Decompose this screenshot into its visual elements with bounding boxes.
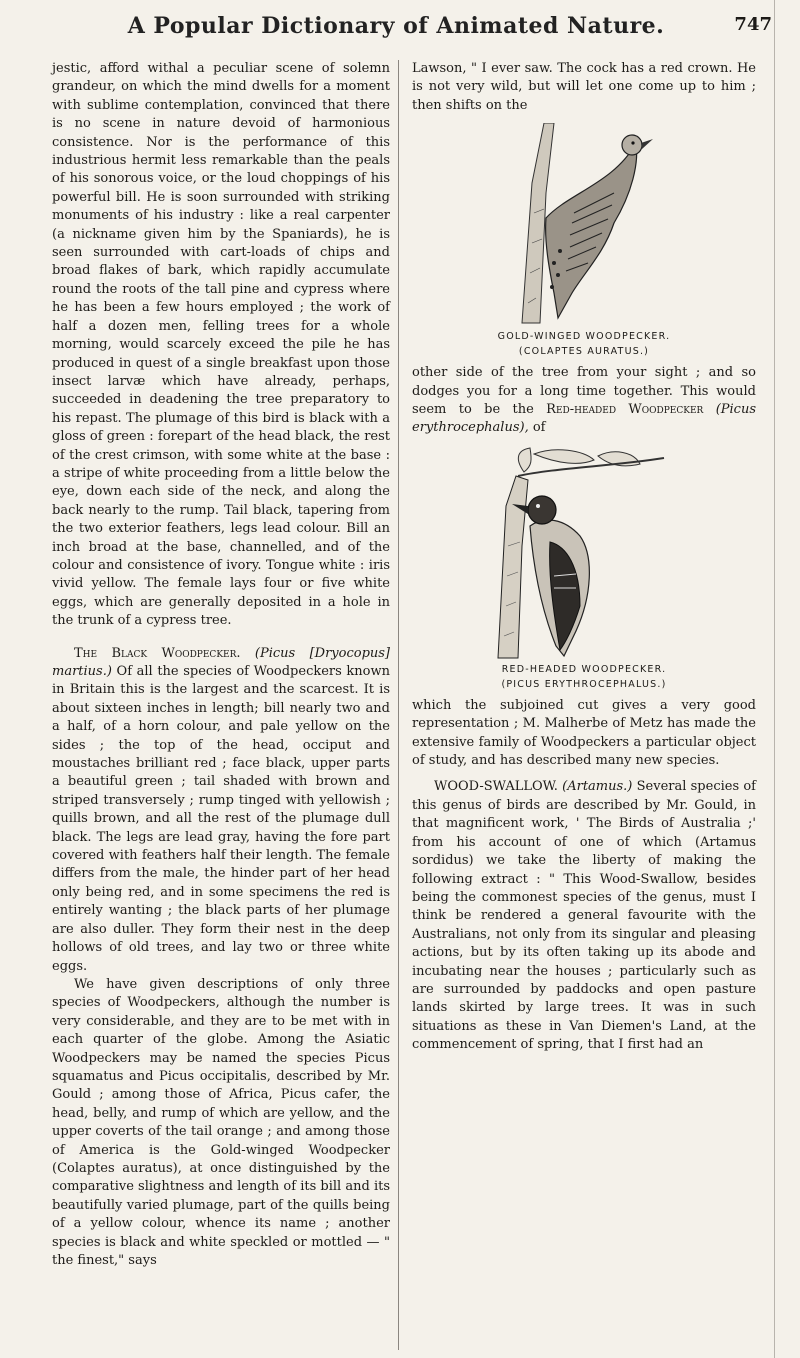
paragraph-text: other side of the tree from your sight ; and so dodges you for a long time together. This would seem to be the: [412, 365, 756, 418]
section-heading-black-woodpecker: The Black Woodpecker.: [74, 645, 241, 661]
figure-gold-winged-woodpecker: [412, 123, 756, 358]
figure-caption-red-headed: RED-HEADED WOODPECKER.: [501, 663, 667, 675]
running-header: [20, 6, 772, 46]
paragraph-wood-swallow: [412, 778, 756, 1054]
page-edge-rule: [774, 0, 775, 1358]
paragraph-black-woodpecker: [52, 645, 390, 976]
figure-caption-red-headed-latin: (PICUS ERYTHROCEPHALUS.): [501, 678, 667, 690]
latin-name: (Artamus.): [562, 779, 633, 795]
right-column: [412, 60, 756, 1055]
header-title: A Popular Dictionary of Animated Nature.: [127, 13, 665, 39]
paragraph-red-headed-intro: [412, 364, 756, 438]
paragraph-ivory-billed-continued: jestic, afford withal a peculiar scene of solemn grandeur, on which the mind dwells for a moment with sublime contemplation, convinced that there is no scene in nature devoid of harmonious consistence. Nor is the performance of this industrious hermit less remarkable than the peals of his sonorous voice, or the loud choppings of his powerful bill. He is soon surrounded with striking monuments of his industry : like a real carpenter (a nickname given him by the Spaniards), he is seen surrounded with cart-loads of chips and broad flakes of bark, which rapidly accumulate round the roots of the tall pine and cypress where he has been a few hours employed ; the work of half a dozen men, felling trees for a whole morning, would scarcely exceed the pile he has produced in quest of a single breakfast upon those insect larvæ which have already, perhaps, succeeded in deadening the tree preparatory to his repast. The plumage of this bird is black with a gloss of green : forepart of the head black, the rest of the crest crimson, with some white at the base : a stripe of white proceeding from a little below the eye, down each side of the neck, and along the back nearly to the rump. Tail black, tapering from the two exterior feathers, legs lead colour. Bill an inch broad at the base, channelled, and of the colour and consistence of ivory. Tongue white : iris vivid yellow. The female lays four or five white eggs, which are generally deposited in a hole in the trunk of a cypress tree.: [52, 61, 390, 629]
latin-name: (Picus [Dryocopus] martius.): [52, 645, 391, 679]
page-number: 747: [734, 14, 772, 35]
column-divider: [398, 60, 399, 1350]
red-headed-woodpecker-illustration: [494, 446, 674, 661]
latin-name: (Picus erythrocephalus),: [412, 402, 756, 436]
gold-winged-woodpecker-illustration: [514, 123, 654, 328]
species-name-red-headed: Red-headed Woodpecker: [546, 402, 704, 418]
left-column: [52, 60, 390, 1270]
figure-caption-gold-winged-latin: (COLAPTES AURATUS.): [518, 346, 650, 358]
paragraph-malherbe: which the subjoined cut gives a very good representation ; M. Malherbe of Metz has made the extensive family of Woodpeckers a particular object of study, and has described many new species.: [412, 697, 756, 769]
section-heading-wood-swallow: WOOD-SWALLOW.: [434, 779, 558, 795]
paragraph-other-species: We have given descriptions of only three species of Woodpeckers, although the number is very considerable, and they are to be met with in each quarter of the globe. Among the Asiatic Woodpeckers may be named the species Picus squamatus and Picus occipitalis, described by Mr. Gould ; among those of Africa, Picus cafer, the head, belly, and rump of which are yellow, and the upper coverts of the tail orange ; and among those of America is the Gold-winged Woodpecker (Colaptes auratus), at once distinguished by the comparative slightness and length of its bill and its beautifully varied plumage, part of the quills being of a yellow colour, whence its name ; another species is black and white speckled or mottled — " the finest," says: [52, 976, 390, 1268]
paragraph-lawson-quote: Lawson, " I ever saw. The cock has a red crown. He is not very wild, but will let one come up to him ; then shifts on the: [412, 61, 756, 113]
paragraph-text: Of all the species of Woodpeckers known in Britain this is the largest and the scarcest. It is about sixteen inches in length; bill nearly two and a half, of a horn colour, and pale yellow on the sides ; the top of the head, occiput and moustaches brilliant red ; face black, upper parts a beautiful green ; tail shaded with brown and striped transversely ; rump tinged with yellowish ; quills brown, and all the rest of the plumage dull black. The legs are lead gray, having the fore part covered with feathers half their length. The female differs from the male, the hinder part of her head only being red, and in some specimens the red is entirely wanting ; the black parts of her plumage are also duller. They form their nest in the deep hollows of old trees, and lay two or three white eggs.: [52, 664, 390, 974]
paragraph-text: of: [532, 420, 546, 436]
figure-caption-gold-winged: GOLD-WINGED WOODPECKER.: [497, 331, 671, 343]
paragraph-text: Several species of this genus of birds are described by Mr. Gould, in that magnificent work, ' The Birds of Australia ;' from his account of one of which (Artamus sordidus) we take the liberty of making the following extract : " This Wood-Swallow, besides being the commonest species of the genus, must I think be rendered a general favourite with the Australians, not only from its singular and pleasing actions, but by its often taking up its abode and incubating near the houses ; particularly such as are surrounded by paddocks and open pasture lands skirted by large trees. It was in such situations as these in Van Diemen's Land, at the commencement of spring, that I first had an: [412, 779, 756, 1053]
figure-red-headed-woodpecker: [412, 446, 756, 691]
